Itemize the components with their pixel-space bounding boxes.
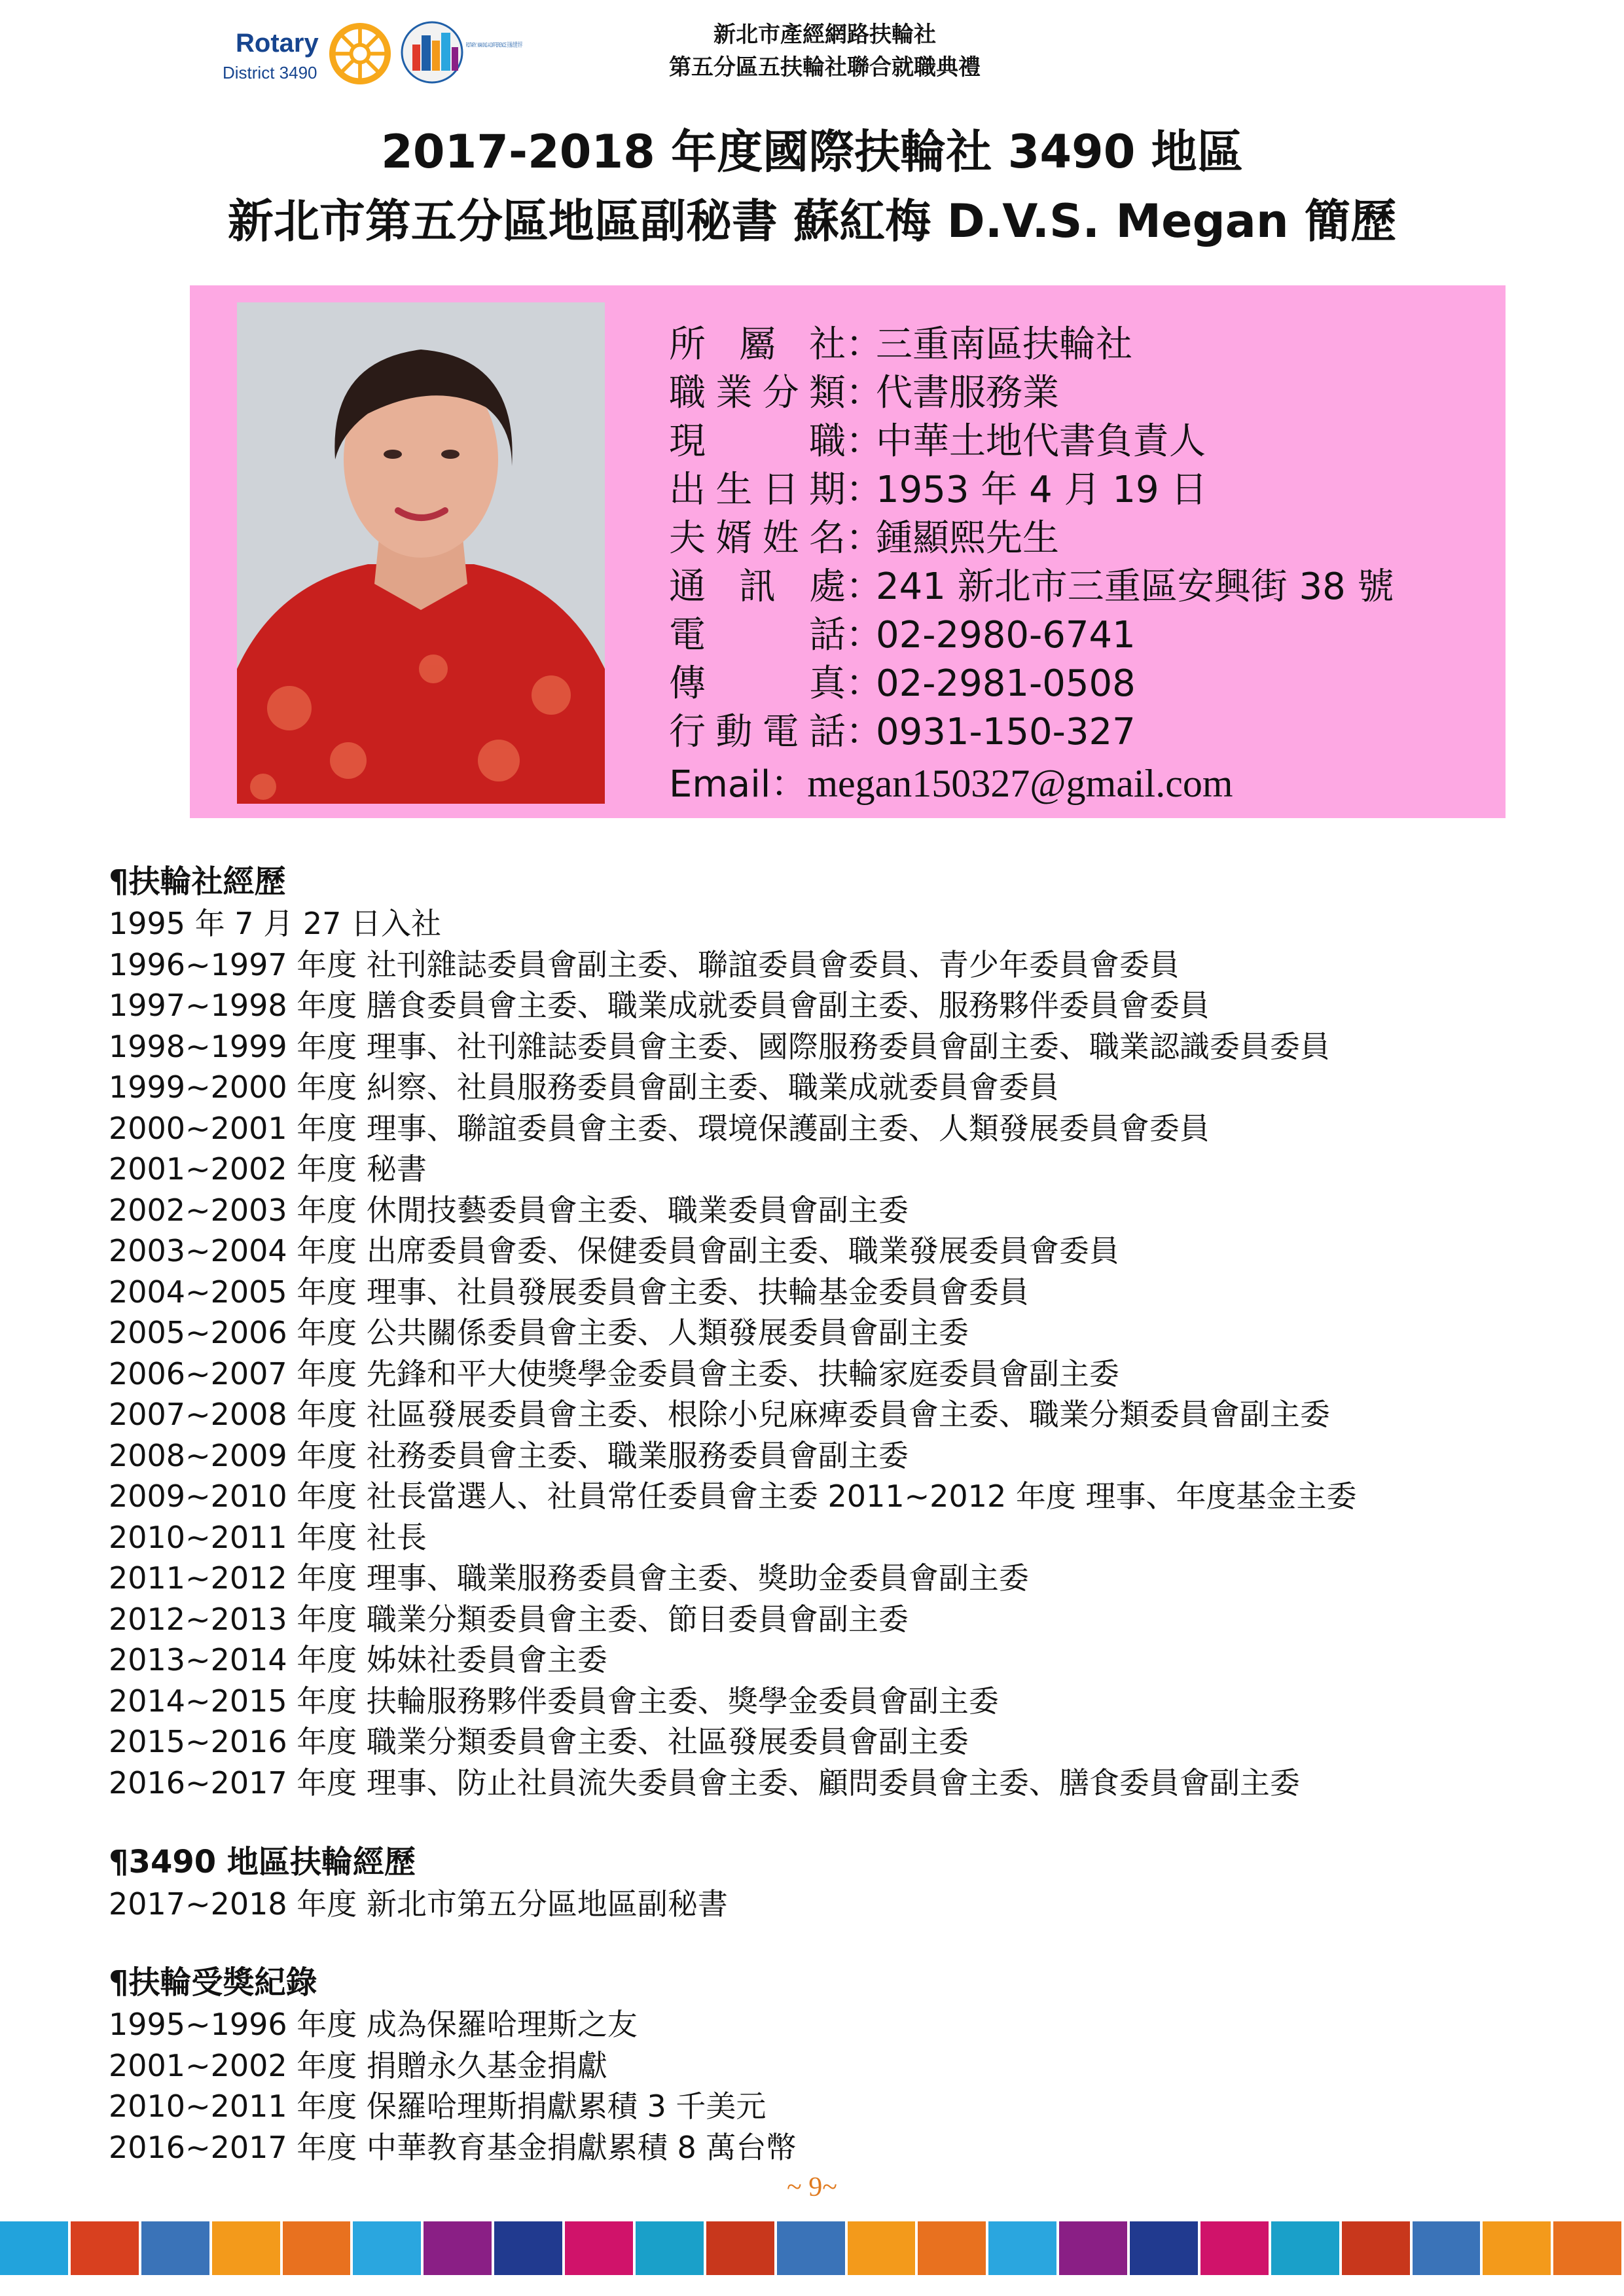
section-title-club: ¶扶輪社經歷 — [109, 863, 286, 900]
club-name: 新北市產經網路扶輪社 — [713, 22, 936, 48]
color-bar-segment — [565, 2221, 633, 2275]
info-value: 02-2980-6741 — [876, 614, 1136, 656]
list-item: 2007~2008 年度 社區發展委員會主委、根除小兒麻痺委員會主委、職業分類委員會副主委 — [109, 1397, 1330, 1432]
color-bar-segment — [777, 2221, 845, 2275]
list-item: 1996~1997 年度 社刊雜誌委員會副主委、聯誼委員會委員、青少年委員會委員 — [109, 947, 1180, 982]
color-bar-segment — [494, 2221, 562, 2275]
info-label: 職業分類 — [669, 372, 846, 414]
info-value: 鍾顯熙先生 — [876, 517, 1059, 560]
list-item: 2016~2017 年度 中華教育基金捐獻累積 8 萬台幣 — [109, 2130, 797, 2165]
list-item: 1995~1996 年度 成為保羅哈理斯之友 — [109, 2007, 638, 2042]
color-bar-segment — [1553, 2221, 1621, 2275]
info-label: 出生日期 — [669, 469, 846, 511]
info-row-spouse: 夫婿姓名：鍾顯熙先生 — [669, 514, 1059, 563]
info-label: 傳真 — [669, 662, 846, 705]
page-title-line2: 新北市第五分區地區副秘書 蘇紅梅 D.V.S. Megan 簡歷 — [227, 194, 1397, 248]
color-bar-segment — [283, 2221, 351, 2275]
list-item: 2000~2001 年度 理事、聯誼委員會主委、環境保護副主委、人類發展委員會委員 — [109, 1111, 1210, 1146]
info-label: 夫婿姓名 — [669, 517, 846, 560]
list-item: 2010~2011 年度 社長 — [109, 1520, 427, 1555]
color-bar-segment — [212, 2221, 280, 2275]
list-item: 1995 年 7 月 27 日入社 — [109, 906, 441, 941]
list-item: 2009~2010 年度 社長當選人、社員常任委員會主委 2011~2012 年度 理事、年度基金主委 — [109, 1479, 1357, 1514]
list-item: 2012~2013 年度 職業分類委員會主委、節目委員會副主委 — [109, 1602, 909, 1637]
list-item: 2001~2002 年度 捐贈永久基金捐獻 — [109, 2048, 607, 2083]
list-item: 2011~2012 年度 理事、職業服務委員會主委、獎助金委員會副主委 — [109, 1560, 1029, 1596]
theme-logo — [401, 18, 612, 86]
header-logos — [216, 14, 612, 86]
section-title-district: ¶3490 地區扶輪經歷 — [109, 1844, 416, 1880]
info-row-address: 通訊處：241 新北市三重區安興街 38 號 — [669, 563, 1394, 611]
list-item: 2004~2005 年度 理事、社員發展委員會主委、扶輪基金委員會委員 — [109, 1274, 1029, 1310]
info-row-fax: 傳真：02-2981-0508 — [669, 660, 1136, 708]
info-label: Email — [669, 763, 771, 806]
color-bar-segment — [1483, 2221, 1551, 2275]
list-item: 2016~2017 年度 理事、防止社員流失委員會主委、顧問委員會主委、膳食委員會副主委 — [109, 1765, 1300, 1801]
color-bar-segment — [988, 2221, 1056, 2275]
color-bar-segment — [141, 2221, 209, 2275]
color-bar-segment — [1130, 2221, 1198, 2275]
color-bar-segment — [424, 2221, 492, 2275]
color-bar-segment — [71, 2221, 139, 2275]
list-item: 2017~2018 年度 新北市第五分區地區副秘書 — [109, 1886, 728, 1922]
color-bar-segment — [848, 2221, 916, 2275]
info-row-email: Email：megan150327@gmail.com — [669, 759, 1233, 809]
list-item: 2005~2006 年度 公共關係委員會主委、人類發展委員會副主委 — [109, 1315, 969, 1350]
info-value: 241 新北市三重區安興街 38 號 — [876, 565, 1394, 608]
info-label: 現職 — [669, 420, 846, 463]
info-value: 02-2981-0508 — [876, 662, 1136, 705]
color-bar-segment — [0, 2221, 68, 2275]
list-item: 1999~2000 年度 糾察、社員服務委員會副主委、職業成就委員會委員 — [109, 1069, 1059, 1105]
list-item: 2015~2016 年度 職業分類委員會主委、社區發展委員會副主委 — [109, 1724, 969, 1759]
event-name: 第五分區五扶輪社聯合就職典禮 — [669, 54, 981, 81]
info-label: 電話 — [669, 614, 846, 656]
section-title-awards: ¶扶輪受獎紀錄 — [109, 1964, 317, 2001]
info-value: 1953 年 4 月 19 日 — [876, 469, 1208, 511]
list-item: 2010~2011 年度 保羅哈理斯捐獻累積 3 千美元 — [109, 2089, 767, 2124]
info-row-birthdate: 出生日期：1953 年 4 月 19 日 — [669, 466, 1207, 514]
list-item: 2001~2002 年度 秘書 — [109, 1151, 427, 1187]
info-value: 中華土地代書負責人 — [876, 420, 1206, 463]
list-item: 1998~1999 年度 理事、社刊雜誌委員會主委、國際服務委員會副主委、職業認識委員委員 — [109, 1029, 1330, 1064]
list-item: 2014~2015 年度 扶輪服務夥伴委員會主委、獎學金委員會副主委 — [109, 1683, 999, 1719]
list-item: 2002~2003 年度 休閒技藝委員會主委、職業委員會副主委 — [109, 1193, 909, 1228]
footer-color-bar — [0, 2221, 1624, 2275]
color-bar-segment — [353, 2221, 421, 2275]
email-link[interactable]: megan150327@gmail.com — [807, 762, 1233, 805]
theme-logo-text: ROTARY: MAKING A DIFFERENCE 扶輪改變世界 — [466, 42, 612, 49]
page-number: ~ 9~ — [787, 2172, 837, 2202]
info-row-club: 所屬社：三重南區扶輪社 — [669, 321, 1132, 369]
event-header — [615, 18, 1034, 84]
color-bar-segment — [706, 2221, 774, 2275]
info-value: 0931-150-327 — [876, 711, 1136, 753]
list-item: 2013~2014 年度 姊妹社委員會主委 — [109, 1642, 607, 1677]
district-label: District 3490 — [223, 63, 317, 82]
rotary-wheel-icon — [329, 22, 391, 85]
profile-photo — [237, 302, 605, 804]
info-value: 代書服務業 — [876, 372, 1059, 414]
info-value: 三重南區扶輪社 — [876, 323, 1132, 366]
page-title-line1: 2017-2018 年度國際扶輪社 3490 地區 — [381, 125, 1243, 179]
list-item: 2006~2007 年度 先鋒和平大使獎學金委員會主委、扶輪家庭委員會副主委 — [109, 1356, 1119, 1391]
info-row-position: 現職：中華土地代書負責人 — [669, 418, 1206, 466]
info-label: 行動電話 — [669, 711, 846, 753]
list-item: 2003~2004 年度 出席委員會委、保健委員會副主委、職業發展委員會委員 — [109, 1233, 1119, 1268]
color-bar-segment — [636, 2221, 704, 2275]
color-bar-segment — [1271, 2221, 1339, 2275]
list-item: 2008~2009 年度 社務委員會主委、職業服務委員會副主委 — [109, 1438, 909, 1473]
info-label: 所屬社 — [669, 323, 846, 366]
list-item: 1997~1998 年度 膳食委員會主委、職業成就委員會副主委、服務夥伴委員會委員 — [109, 988, 1210, 1023]
info-label: 通訊處 — [669, 565, 846, 608]
info-row-profession: 職業分類：代書服務業 — [669, 369, 1059, 418]
color-bar-segment — [918, 2221, 986, 2275]
info-row-mobile: 行動電話：0931-150-327 — [669, 708, 1136, 757]
color-bar-segment — [1413, 2221, 1481, 2275]
portrait-illustration — [237, 302, 605, 804]
info-row-phone: 電話：02-2980-6741 — [669, 611, 1136, 660]
color-bar-segment — [1059, 2221, 1127, 2275]
color-bar-segment — [1342, 2221, 1410, 2275]
rotary-logo-text: Rotary — [236, 29, 319, 58]
color-bar-segment — [1200, 2221, 1269, 2275]
